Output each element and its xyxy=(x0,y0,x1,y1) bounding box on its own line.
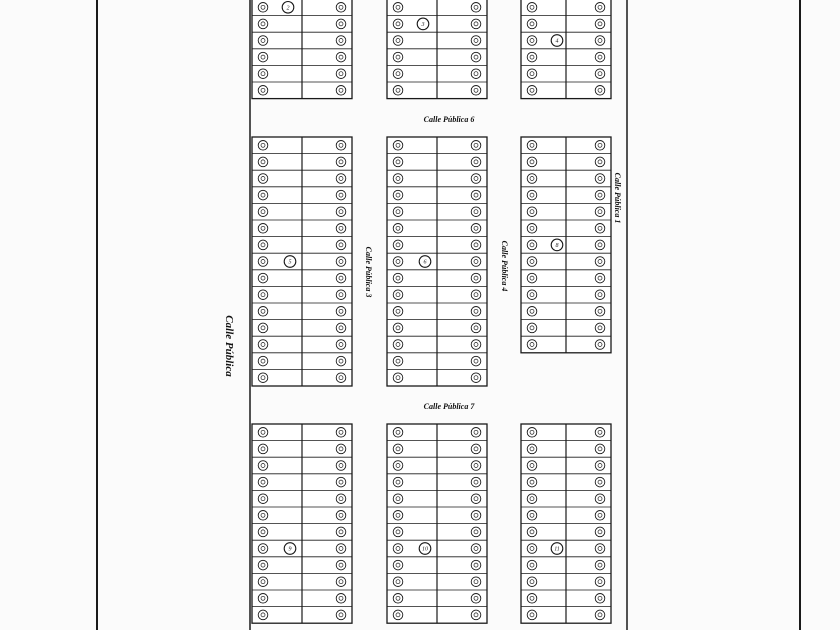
block-marker-label: 5 xyxy=(288,259,292,266)
street-label-calle-publica-6: Calle Pública 6 xyxy=(423,115,475,124)
block-middle-left xyxy=(252,137,352,386)
block-upper-right xyxy=(521,0,611,99)
block-marker-label: 8 xyxy=(555,243,559,250)
block-lower-middle xyxy=(387,424,487,623)
block-lower-right xyxy=(521,424,611,623)
block-marker-label: 10 xyxy=(422,546,428,553)
street-label-calle-publica-7: Calle Pública 7 xyxy=(423,402,475,411)
street-label-calle-publica-1: Calle Pública 1 xyxy=(613,172,622,224)
street-label-calle-publica-4: Calle Pública 4 xyxy=(500,240,509,292)
block-marker-label: 6 xyxy=(423,259,427,266)
block-upper-middle xyxy=(387,0,487,99)
block-upper-left xyxy=(252,0,352,99)
block-middle-middle xyxy=(387,137,487,386)
block-marker-label: 9 xyxy=(288,546,292,553)
block-lower-left xyxy=(252,424,352,623)
street-label-calle-publica-3: Calle Pública 3 xyxy=(364,246,373,298)
block-marker-label: 11 xyxy=(554,546,560,553)
block-marker-label: 2 xyxy=(286,5,290,12)
lot-blocks xyxy=(252,0,611,623)
block-marker-label: 3 xyxy=(421,22,425,29)
block-middle-right xyxy=(521,137,611,353)
block-marker-label: 4 xyxy=(555,38,559,45)
street-label-calle-publica: Calle Pública xyxy=(223,315,235,377)
